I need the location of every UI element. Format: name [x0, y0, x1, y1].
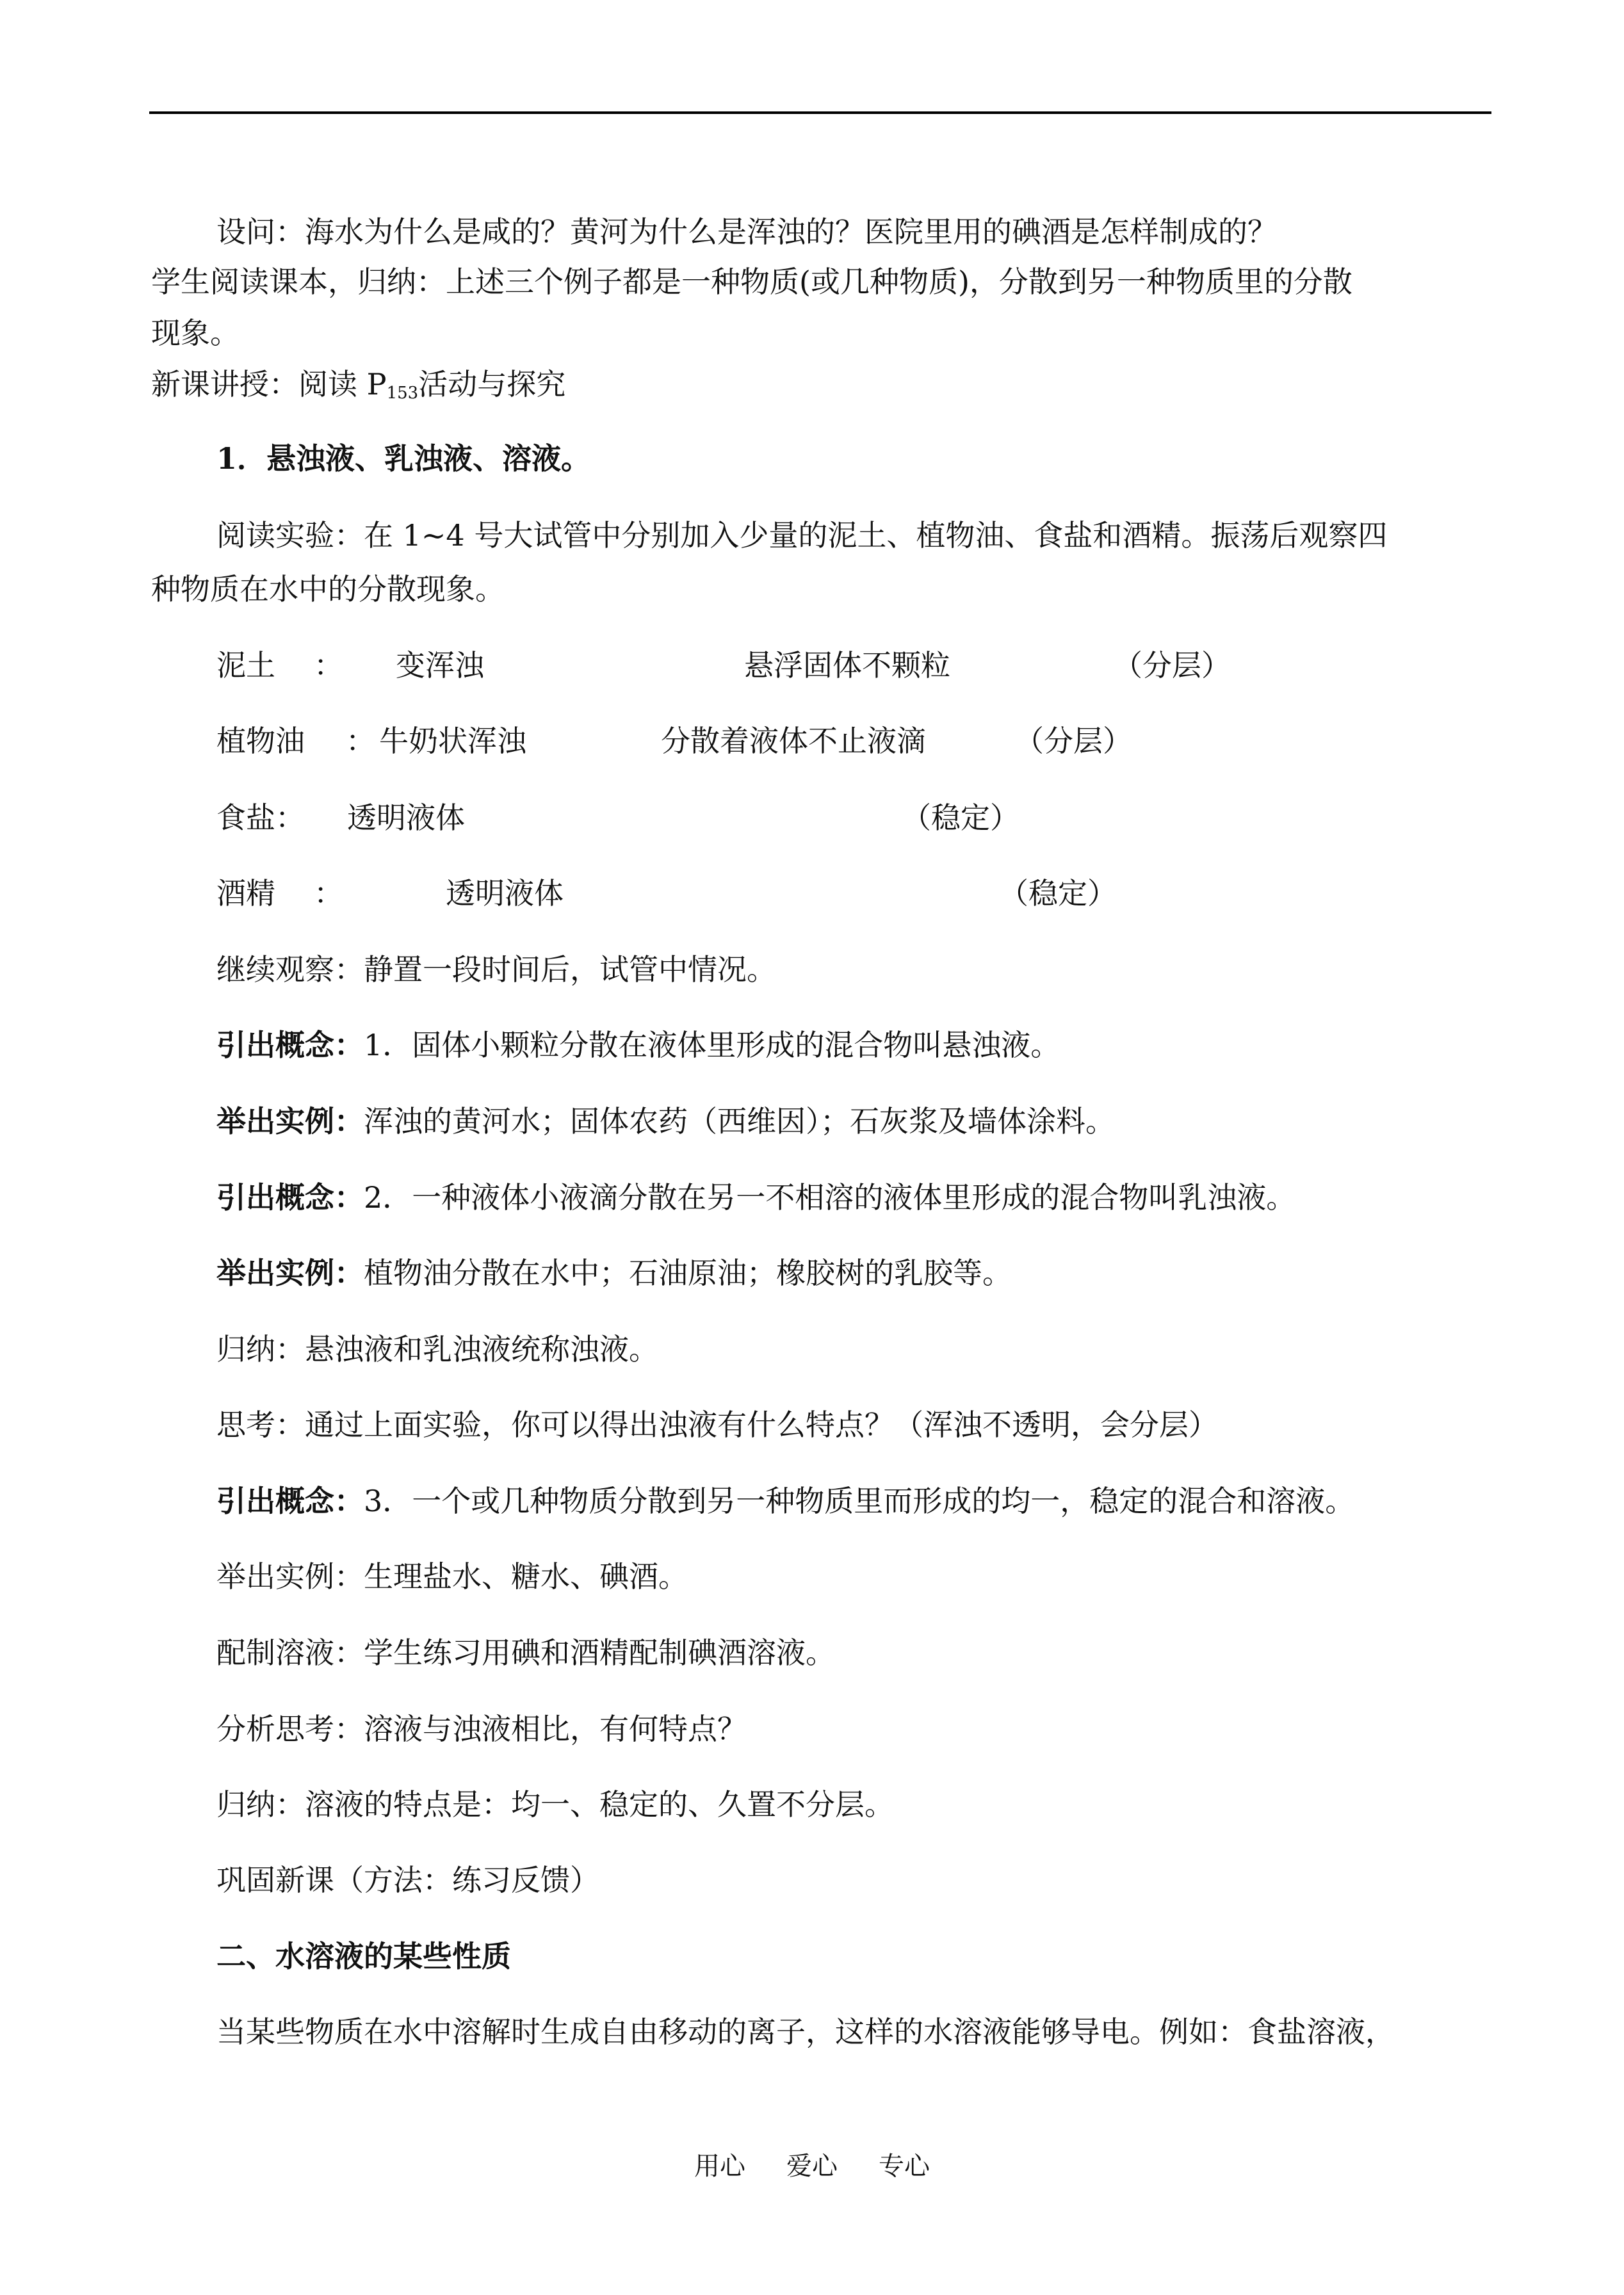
- footer-word-3: 专心: [879, 2152, 930, 2181]
- concept-line-3: [216, 1482, 1354, 1520]
- obs-sep-1: ：: [314, 648, 343, 683]
- obs-name-1: 泥土: [216, 648, 275, 683]
- concept-label-1: 引出概念：: [216, 1028, 364, 1062]
- obs-phenomenon-2: 牛奶状浑浊: [379, 724, 526, 758]
- concept-text-2: 2．一种液体小液滴分散在另一不相溶的液体里形成的混合物叫乳浊液。: [364, 1180, 1296, 1215]
- obs-sep-2: ：: [346, 724, 375, 758]
- example-line-2: [216, 1254, 1012, 1292]
- page-number-subscript: 153: [386, 384, 419, 403]
- experiment-line-1: 阅读实验：在 1~4 号大试管中分别加入少量的泥土、植物油、食盐和酒精。振荡后观察四: [216, 518, 1388, 553]
- footer-word-2: 爱心: [786, 2152, 838, 2181]
- obs-name-4: 酒精: [216, 876, 275, 911]
- concept-text-3: 3．一个或几种物质分散到另一种物质里而形成的均一，稳定的混合和溶液。: [364, 1484, 1355, 1518]
- obs-result-1: （分层）: [1113, 648, 1231, 683]
- new-lesson-suffix: 活动与探究: [418, 367, 566, 401]
- summary-solution-line: 归纳：溶液的特点是：均一、稳定的、久置不分层。: [216, 1787, 894, 1822]
- section-heading-1: 1．悬浊液、乳浊液、溶液。: [216, 441, 591, 476]
- example-text-2: 植物油分散在水中；石油原油；橡胶树的乳胶等。: [364, 1256, 1012, 1290]
- header-rule: [149, 111, 1491, 114]
- obs-result-2: （分层）: [1014, 724, 1132, 758]
- page-footer: [0, 2148, 1624, 2184]
- think-line: 思考：通过上面实验，你可以得出浊液有什么特点？（浑浊不透明，会分层）: [216, 1407, 1218, 1442]
- concept-line-2: [216, 1178, 1295, 1217]
- consolidate-line: 巩固新课（方法：练习反馈）: [216, 1863, 599, 1897]
- obs-phenomenon-1: 变浑浊: [396, 648, 484, 683]
- example-label-2: 举出实例：: [216, 1256, 364, 1290]
- conductivity-line: 当某些物质在水中溶解时生成自由移动的离子，这样的水溶液能够导电。例如：食盐溶液，: [216, 2015, 1395, 2049]
- section-heading-2: 二、水溶液的某些性质: [216, 1939, 511, 1974]
- example-text-1: 浑浊的黄河水；固体农药（西维因）；石灰浆及墙体涂料。: [364, 1104, 1115, 1139]
- summary-turbid-line: 归纳：悬浊液和乳浊液统称浊液。: [216, 1332, 658, 1366]
- concept-label-2: 引出概念：: [216, 1180, 364, 1215]
- example-line-3: 举出实例：生理盐水、糖水、碘酒。: [216, 1559, 688, 1594]
- continue-observe-line: 继续观察：静置一段时间后，试管中情况。: [216, 952, 776, 987]
- concept-line-1: [216, 1026, 1060, 1064]
- obs-phenomenon-3: 透明液体: [347, 800, 465, 835]
- example-label-1: 举出实例：: [216, 1104, 364, 1139]
- obs-name-3: 食盐：: [216, 800, 305, 835]
- concept-label-3: 引出概念：: [216, 1484, 364, 1518]
- experiment-line-2: 种物质在水中的分散现象。: [151, 572, 505, 606]
- question-line: 设问：海水为什么是咸的？黄河为什么是浑浊的？医院里用的碘酒是怎样制成的？: [216, 215, 1277, 249]
- obs-result-4: （稳定）: [999, 876, 1117, 911]
- analysis-line: 分析思考：溶液与浊液相比，有何特点？: [216, 1712, 747, 1746]
- obs-detail-2: 分散着液体不止液滴: [661, 724, 926, 758]
- obs-phenomenon-4: 透明液体: [446, 876, 564, 911]
- concept-text-1: 1．固体小颗粒分散在液体里形成的混合物叫悬浊液。: [364, 1028, 1060, 1062]
- footer-word-1: 用心: [694, 2152, 745, 2181]
- obs-name-2: 植物油: [216, 724, 305, 758]
- new-lesson-prefix: 新课讲授：阅读 P: [151, 367, 387, 401]
- summary-line-2: 现象。: [151, 316, 240, 350]
- new-lesson-line: [151, 365, 565, 403]
- obs-detail-1: 悬浮固体不颗粒: [744, 648, 950, 683]
- obs-sep-4: ：: [314, 876, 343, 911]
- obs-result-3: （稳定）: [902, 800, 1019, 835]
- summary-line-1: 学生阅读课本，归纳：上述三个例子都是一种物质(或几种物质)，分散到另一种物质里的分散: [151, 264, 1352, 299]
- example-line-1: [216, 1102, 1115, 1140]
- prepare-solution-line: 配制溶液：学生练习用碘和酒精配制碘酒溶液。: [216, 1635, 835, 1670]
